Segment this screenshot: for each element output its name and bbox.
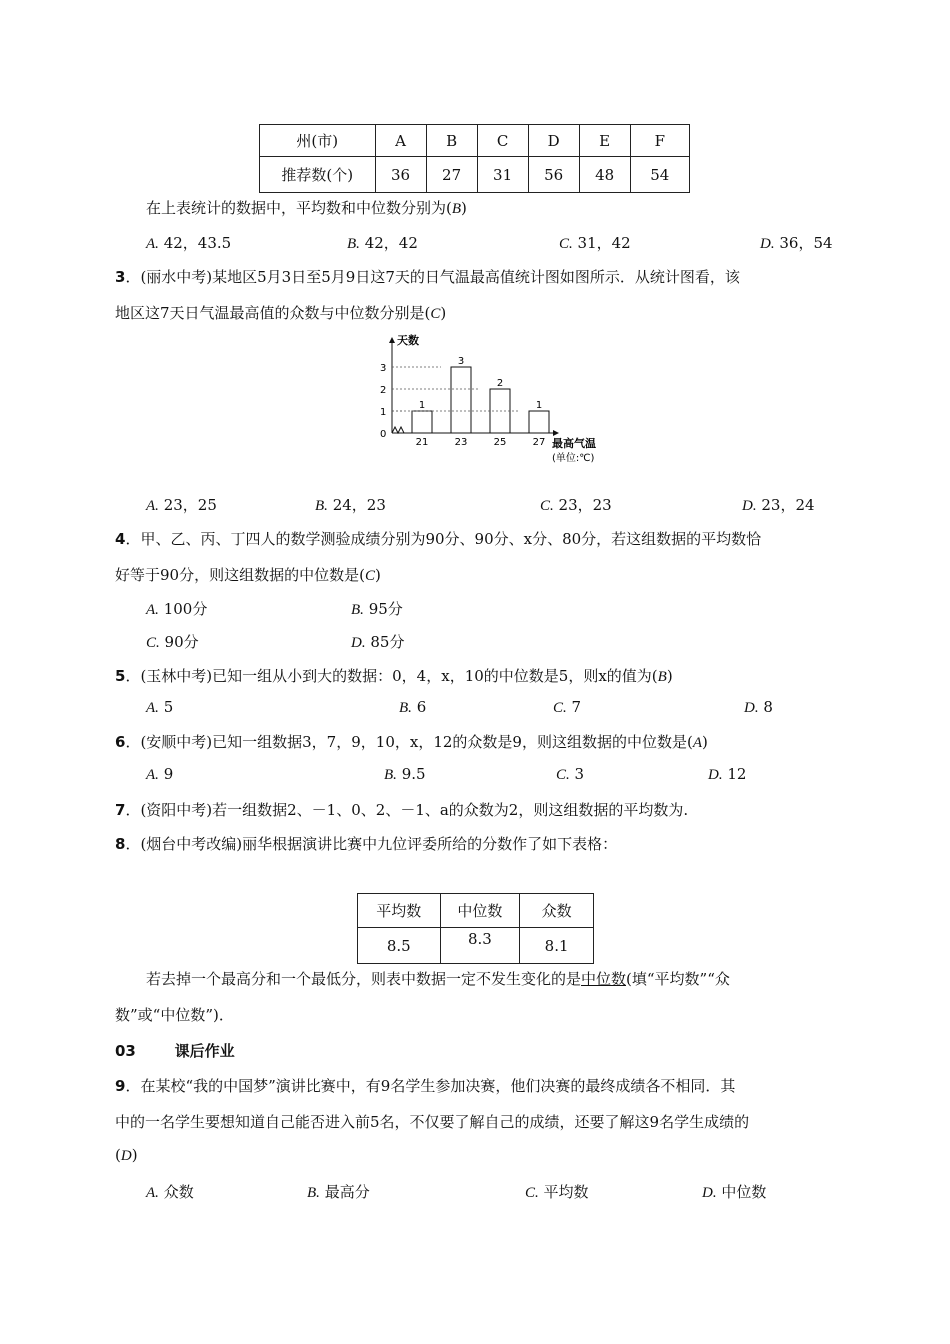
q7-number: 7 (115, 801, 126, 819)
stats-cell: 8.1 (520, 928, 594, 964)
bar (529, 411, 549, 433)
q9-answer: D (120, 1148, 132, 1164)
y-tick-label: 0 (380, 429, 387, 440)
q9-option-a: A. 众数 (146, 1183, 194, 1201)
q5-answer: B (657, 669, 667, 685)
axis-break-mark (392, 427, 404, 433)
q2-option-c: C. 31，42 (559, 234, 631, 252)
section-header (115, 1040, 235, 1061)
table-city: C (477, 125, 528, 157)
table-cell: 56 (528, 157, 579, 193)
section-number: 03 (115, 1042, 136, 1060)
x-tick-label: 21 (415, 437, 429, 448)
q4-option-c: C. 90分 (146, 633, 199, 651)
q4-option-b: B. 95分 (351, 600, 403, 618)
table-city: B (426, 125, 477, 157)
table-city: D (528, 125, 579, 157)
q3-stem-line2: 地区这7天日气温最高值的众数与中位数分别是(C) (115, 304, 447, 322)
q4-stem-line2: 好等于90分，则这组数据的中位数是(C) (115, 566, 381, 584)
table-cell: 36 (375, 157, 426, 193)
q4-stem-line1: 4．甲、乙、丙、丁四人的数学测验成绩分别为90分、90分、x分、80分，若这组数据的平均数恰 (115, 530, 762, 548)
x-axis-unit-label: (单位:℃) (552, 453, 595, 464)
stats-header: 平均数 (358, 894, 441, 928)
q6-number: 6 (115, 733, 126, 751)
q9-option-d: D. 中位数 (702, 1183, 767, 1201)
q4-option-a: A. 100分 (146, 600, 208, 618)
q9-option-c: C. 平均数 (525, 1183, 589, 1201)
q5-option-b: B. 6 (399, 698, 427, 716)
q6-option-c: C. 3 (556, 765, 585, 783)
q5-option-d: D. 8 (744, 698, 773, 716)
table-cell: 27 (426, 157, 477, 193)
q9-number: 9 (115, 1077, 126, 1095)
q9-stem-line1: 9．在某校“我的中国梦”演讲比赛中，有9名学生参加决赛，他们决赛的最终成绩各不相同．其 (115, 1077, 736, 1095)
q3-option-d: D. 23，24 (742, 496, 815, 514)
x-tick-label: 23 (454, 437, 468, 448)
q3-option-b: B. 24，23 (315, 496, 386, 514)
table-city: E (579, 125, 630, 157)
bar (412, 411, 432, 433)
bar (451, 367, 471, 433)
table-row-label: 推荐数(个) (260, 157, 376, 193)
q8-number: 8 (115, 835, 126, 853)
q3-option-c: C. 23，23 (540, 496, 612, 514)
q3-option-a: A. 23，25 (146, 496, 217, 514)
q2-option-d: D. 36，54 (760, 234, 833, 252)
table-header-label: 州(市) (260, 125, 376, 157)
q7-stem: 7．(资阳中考)若一组数据2、－1、0、2、－1、a的众数为2，则这组数据的平均数为. (115, 801, 689, 819)
score-stats-table (357, 893, 594, 964)
temperature-bar-chart (370, 330, 620, 470)
y-tick-label: 1 (380, 407, 387, 418)
q8-fill-line: 若去掉一个最高分和一个最低分，则表中数据一定不发生变化的是中位数(填“平均数”“众 (146, 970, 730, 988)
q5-option-a: A. 5 (146, 698, 174, 716)
section-title: 课后作业 (174, 1042, 235, 1060)
y-axis-label: 天数 (397, 334, 419, 347)
q2-stem: 在上表统计的数据中，平均数和中位数分别为(B) (146, 199, 467, 217)
q4-answer: C (364, 568, 375, 584)
x-axis-label: 最高气温 (552, 437, 596, 450)
q8-answer: 中位数 (581, 970, 627, 988)
stats-header: 众数 (520, 894, 594, 928)
stats-cell: 8.5 (358, 928, 441, 964)
table-cell: 31 (477, 157, 528, 193)
q5-option-c: C. 7 (553, 698, 582, 716)
table-city: F (630, 125, 689, 157)
bar-data-label: 1 (535, 400, 543, 411)
q6-answer: A (692, 735, 702, 751)
q6-option-b: B. 9.5 (384, 765, 426, 783)
bar-data-label: 1 (418, 400, 426, 411)
table-cell: 54 (630, 157, 689, 193)
recommendation-table (259, 124, 690, 193)
q8-stem: 8．(烟台中考改编)丽华根据演讲比赛中九位评委所给的分数作了如下表格： (115, 835, 618, 853)
q2-option-a: A. 42，43.5 (146, 234, 232, 252)
table-city: A (375, 125, 426, 157)
q6-stem: 6．(安顺中考)已知一组数据3，7，9，10，x，12的众数是9，则这组数据的中位数是(A) (115, 733, 708, 751)
q3-answer: C (430, 306, 441, 322)
q2-option-b: B. 42，42 (347, 234, 418, 252)
y-tick-label: 3 (380, 363, 387, 374)
q9-option-b: B. 最高分 (307, 1183, 370, 1201)
q8-fill-line2: 数”或“中位数”)． (115, 1006, 234, 1024)
stats-cell: 8.3 (440, 928, 520, 964)
bar-data-label: 2 (496, 378, 504, 389)
q3-stem-line1: 3．(丽水中考)某地区5月3日至5月9日这7天的日气温最高值统计图如图所示．从统计图看，该 (115, 268, 740, 286)
q5-stem: 5．(玉林中考)已知一组从小到大的数据：0，4，x，10的中位数是5，则x的值为(B) (115, 667, 673, 685)
table-cell: 48 (579, 157, 630, 193)
q9-stem-line2: 中的一名学生要想知道自己能否进入前5名，不仅要了解自己的成绩，还要了解这9名学生成绩的 (115, 1113, 750, 1131)
q5-number: 5 (115, 667, 126, 685)
x-tick-label: 25 (493, 437, 507, 448)
q3-number: 3 (115, 268, 126, 286)
stats-header: 中位数 (440, 894, 520, 928)
bar-data-label: 3 (457, 356, 465, 367)
q4-option-d: D. 85分 (351, 633, 405, 651)
q6-option-a: A. 9 (146, 765, 174, 783)
q4-number: 4 (115, 530, 126, 548)
q2-answer: B (451, 201, 462, 217)
q6-option-d: D. 12 (708, 765, 747, 783)
x-tick-label: 27 (532, 437, 546, 448)
y-tick-label: 2 (380, 385, 387, 396)
q9-answer-line: (D) (115, 1146, 138, 1164)
